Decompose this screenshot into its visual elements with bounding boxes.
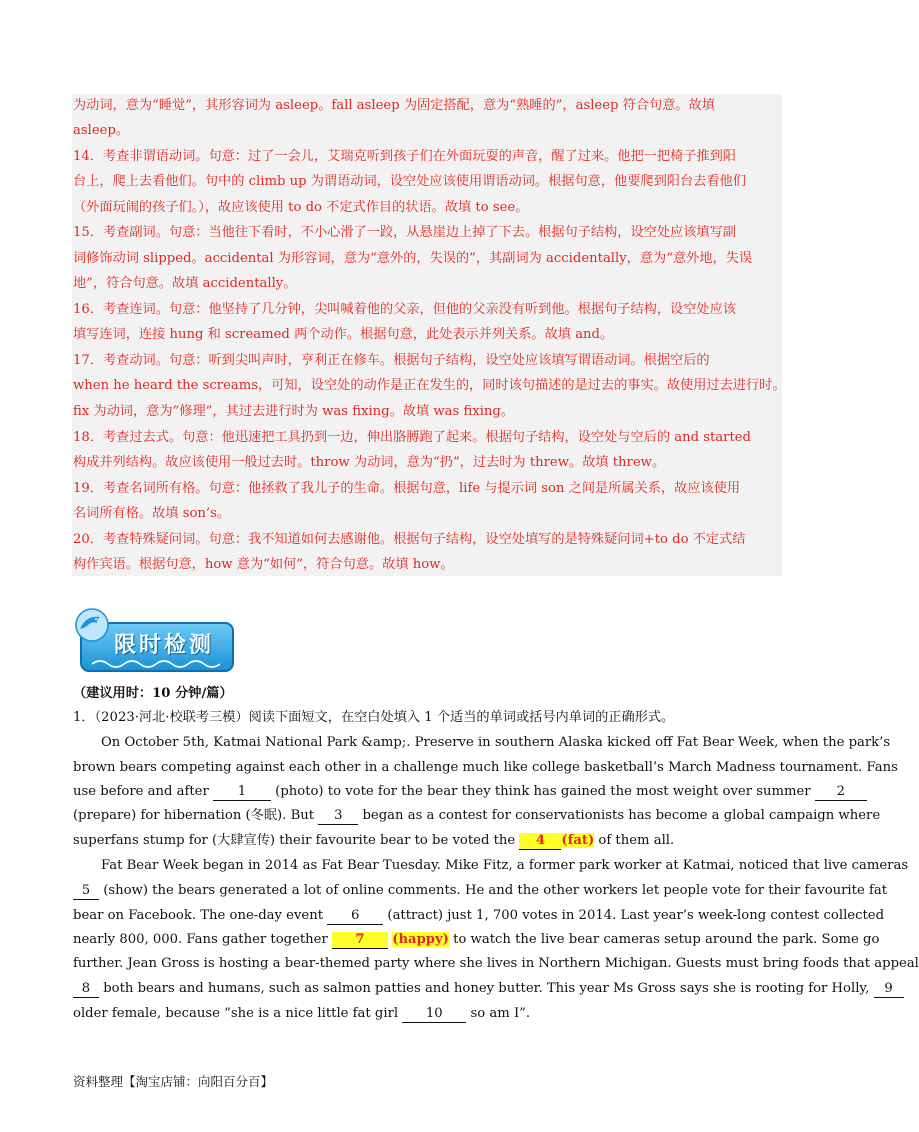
answer-line: fix 为动词，意为“修理”，其过去进行时为 was fixing。故填 was fixing。 — [73, 404, 515, 419]
blank-8[interactable]: 8 — [73, 981, 99, 998]
answer-line: 20．考查特殊疑问词。句意：我不知道如何去感谢他。根据句子结构，设空处填写的是特殊疑问词+to do 不定式结 — [73, 532, 746, 547]
passage-text: (photo) to vote for the bear they think has gained the most weight over summer — [275, 784, 811, 799]
answer-line: 地”，符合句意。故填 accidentally。 — [73, 276, 297, 291]
blank-1[interactable]: 1 — [213, 784, 271, 801]
blank-10[interactable]: 10 — [402, 1006, 466, 1023]
passage-text: bear on Facebook. The one-day event — [73, 908, 324, 923]
blank-7[interactable]: 7 — [332, 932, 388, 949]
passage-text: to watch the live bear cameras setup around the park. Some go — [453, 932, 880, 947]
section-badge — [72, 607, 238, 675]
passage-line — [73, 1004, 530, 1024]
answer-line: 19．考查名词所有格。句意：他拯救了我儿子的生命。根据句意，life 与提示词 son 之间是所属关系，故应该使用 — [73, 481, 741, 496]
answer-line: 为动词，意为“睡觉”，其形容词为 asleep。fall asleep 为固定搭配，意为“熟睡的”，asleep 符合句意。故填 — [73, 98, 715, 113]
blank-9[interactable]: 9 — [874, 981, 904, 998]
question-intro: 1．（2023·河北·校联考三模）阅读下面短文，在空白处填入 1 个适当的单词或括号内单词的正确形式。 — [73, 710, 675, 725]
answer-line: （外面玩闹的孩子们。），故应该使用 to do 不定式作目的状语。故填 to see。 — [73, 200, 529, 215]
passage-line: On October 5th, Katmai National Park &amp;. Preserve in southern Alaska kicked off Fat Bear Week, when the park’s — [101, 735, 891, 750]
answer-line: 构作宾语。根据句意，how 意为“如何”，符合句意。故填 how。 — [73, 557, 454, 572]
section-title: 限时检测 — [114, 633, 215, 658]
answer-line: asleep。 — [73, 123, 130, 138]
passage-text: nearly 800, 000. Fans gather together — [73, 932, 328, 947]
answer-line: 17．考查动词。句意：听到尖叫声时，亨利正在修车。根据句子结构，设空处应该填写谓语动词。根据空后的 — [73, 353, 710, 368]
passage-text: began as a contest for conservationists has become a global campaign where — [362, 808, 881, 823]
passage-line — [73, 806, 880, 826]
answer-line: 16．考查连词。句意：他坚持了几分钟，尖叫喊着他的父亲，但他的父亲没有听到他。根据句子结构，设空处应该 — [73, 302, 736, 317]
passage-line: further. Jean Gross is hosting a bear-themed party where she lives in Northern Michigan. Guests must bring foods that appeal — [73, 956, 919, 971]
answer-line: 构成并列结构。故应该使用一般过去时。throw 为动词，意为“扔”，过去时为 threw。故填 threw。 — [73, 455, 666, 470]
dolphin-icon — [72, 607, 112, 643]
passage-line — [73, 782, 867, 802]
passage-text: both bears and humans, such as salmon patties and honey butter. This year Ms Gross says she is rooting for Holly, — [103, 981, 870, 996]
footer-source: 资料整理【淘宝店铺：向阳百分百】 — [73, 1074, 274, 1089]
passage-text: of them all. — [598, 833, 675, 848]
answer-line: 14．考查非谓语动词。句意：过了一会儿，艾瑞克听到孩子们在外面玩耍的声音，醒了过来。他把一把椅子推到阳 — [73, 149, 736, 164]
answer-line: 18．考查过去式。句意：他迅速把工具扔到一边，伸出胳膊跑了起来。根据句子结构，设空处与空后的 and started — [73, 430, 751, 445]
answer-line: 15．考查副词。句意：当他往下看时，不小心滑了一跤，从悬崖边上掉了下去。根据句子结构，设空处应该填写副 — [73, 225, 736, 240]
passage-line — [73, 979, 904, 999]
passage-line: Fat Bear Week began in 2014 as Fat Bear Tuesday. Mike Fitz, a former park worker at Katmai, noticed that live cameras — [101, 858, 909, 873]
answer-line: 台上，爬上去看他们。句中的 climb up 为谓语动词，设空处应该使用谓语动词。根据句意，他要爬到阳台去看他们 — [73, 174, 746, 189]
passage-text: older female, because “she is a nice little fat girl — [73, 1006, 399, 1021]
answer-line: 名词所有格。故填 son’s。 — [73, 506, 231, 521]
highlight-hint-fat: (fat) — [561, 833, 595, 848]
passage-text: (show) the bears generated a lot of online comments. He and the other workers let people vote for their favourite fat — [103, 883, 887, 898]
wave-decoration — [92, 658, 222, 668]
blank-5[interactable]: 5 — [73, 883, 99, 900]
passage-text: (prepare) for hibernation (冬眠). But — [73, 808, 315, 823]
passage-line — [73, 831, 674, 851]
answer-line: 填写连词，连接 hung 和 screamed 两个动作。根据句意，此处表示并列关系。故填 and。 — [73, 327, 614, 342]
passage-text: (attract) just 1, 700 votes in 2014. Last year’s week-long contest collected — [387, 908, 885, 923]
passage-line — [73, 881, 887, 901]
time-suggestion: （建议用时：10 分钟/篇） — [73, 686, 233, 701]
blank-4[interactable]: 4 — [519, 833, 561, 850]
answer-line: 词修饰动词 slipped。accidental 为形容词，意为“意外的，失误的”，其副词为 accidentally，意为“意外地，失误 — [73, 251, 753, 266]
blank-2[interactable]: 2 — [815, 784, 867, 801]
passage-line — [73, 930, 879, 950]
passage-text: so am I”. — [470, 1006, 531, 1021]
passage-text: use before and after — [73, 784, 209, 799]
passage-text: superfans stump for (大肆宣传) their favourite bear to be voted the — [73, 833, 516, 848]
blank-6[interactable]: 6 — [327, 908, 383, 925]
passage-line — [73, 906, 884, 926]
highlight-hint-happy: (happy) — [392, 932, 449, 947]
passage-line: brown bears competing against each other in a challenge much like college basketball’s March Madness tournament. Fans — [73, 760, 898, 775]
answer-line: when he heard the screams，可知，设空处的动作是正在发生的，同时该句描述的是过去的事实。故使用过去进行时。 — [73, 378, 786, 393]
blank-3[interactable]: 3 — [318, 808, 358, 825]
